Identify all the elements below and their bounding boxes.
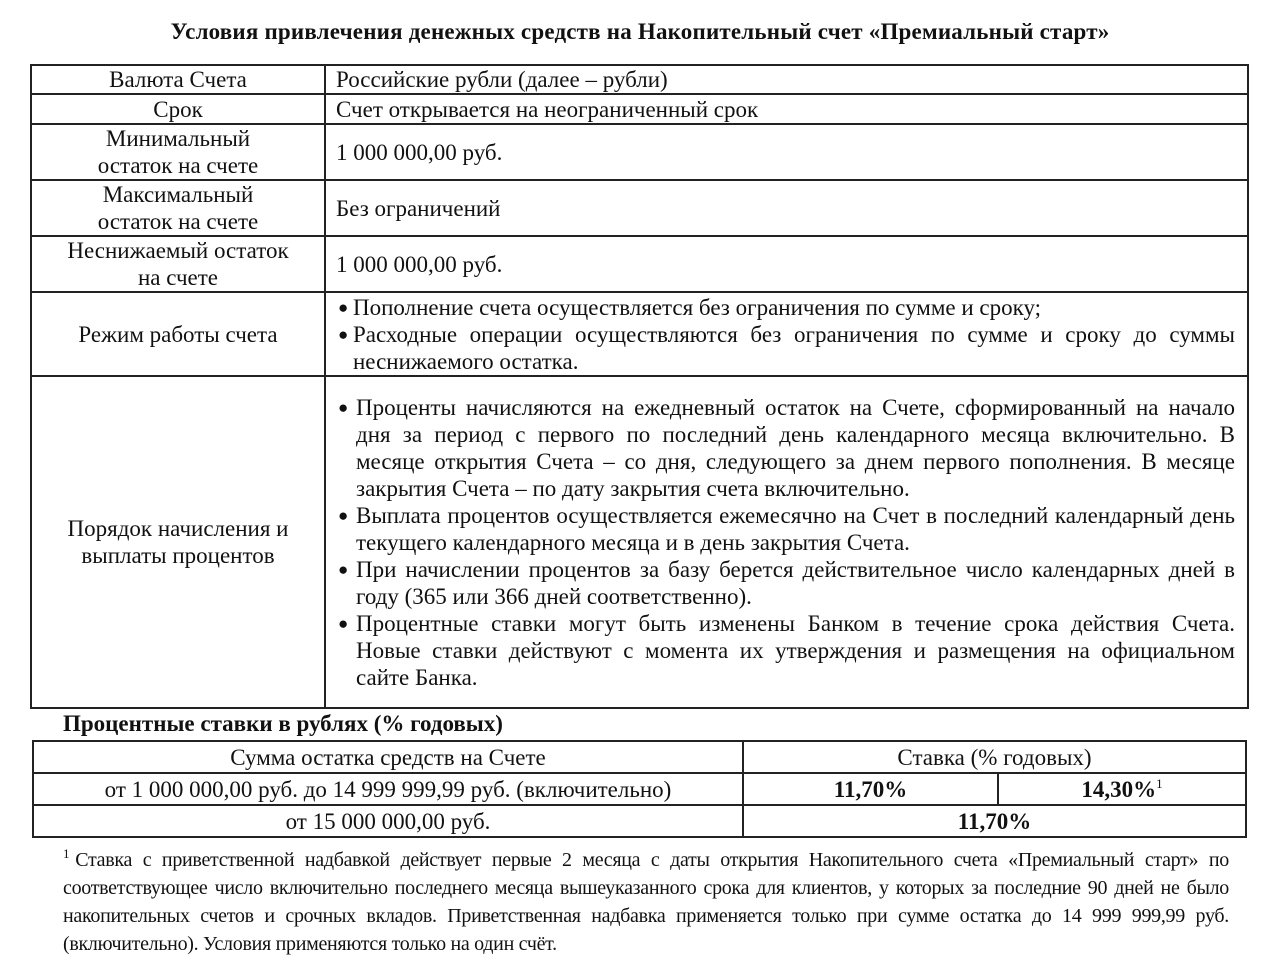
- rates-table: [32, 740, 1247, 838]
- rates-header-row: [33, 741, 1246, 773]
- list-item-text: При начислении процентов за базу берется действительное число календарных дней в году (365 или 366 дней соответственно).: [356, 556, 1235, 609]
- condition-value: Российские рубли (далее – рубли): [325, 65, 1248, 94]
- condition-label: [31, 124, 325, 180]
- footnote-mark: 1: [1156, 775, 1163, 791]
- rates-header-rate: Ставка (% годовых): [743, 741, 1246, 773]
- list-item-text: Процентные ставки могут быть изменены Банком в течение срока действия Счета. Новые ставки действуют с момента их утверждения и размещения на официальном сайте Банка.: [356, 610, 1235, 690]
- condition-label-line: выплаты процентов: [81, 543, 275, 568]
- list-item: [336, 394, 1235, 502]
- condition-value: [325, 376, 1248, 708]
- rates-sum-cell: от 1 000 000,00 руб. до 14 999 999,99 руб. (включительно): [33, 773, 743, 805]
- list-item: [336, 556, 1235, 610]
- condition-label-line: на счете: [137, 265, 219, 290]
- regime-list: [336, 294, 1235, 375]
- condition-label-line: Порядок начисления и: [67, 516, 289, 541]
- conditions-row-currency: [31, 65, 1248, 94]
- footnote: [63, 846, 1229, 958]
- list-item: [336, 610, 1235, 691]
- condition-label: Валюта Счета: [31, 65, 325, 94]
- bullet-icon: ●: [338, 559, 349, 579]
- condition-value: Без ограничений: [325, 180, 1248, 236]
- footnote-text: Ставка с приветственной надбавкой действует первые 2 месяца с даты открытия Накопительного счета «Премиальный старт» по соответствующее число включительно последнего месяца вышеуказанного срока для клиентов, у которых за последние 90 дней не было накопительных счетов и срочных вкладов. Приветственная надбавка применяется только при сумме остатка до 14 999 999,99 руб. (включительно). Условия применяются только на один счёт.: [63, 849, 1229, 955]
- footnote-mark: 1: [63, 846, 70, 861]
- condition-label: [31, 236, 325, 292]
- list-item: [336, 502, 1235, 556]
- condition-label: [31, 376, 325, 708]
- conditions-row-min-balance: [31, 124, 1248, 180]
- list-item: [336, 294, 1235, 321]
- condition-value: [325, 292, 1248, 376]
- list-item-text: Расходные операции осуществляются без ограничения по сумме и сроку до суммы неснижаемого остатка.: [353, 321, 1235, 374]
- condition-label: Режим работы счета: [31, 292, 325, 376]
- condition-label-line: остаток на счете: [97, 209, 259, 234]
- condition-label-line: Максимальный: [102, 182, 254, 207]
- list-item: [336, 321, 1235, 375]
- condition-label: [31, 180, 325, 236]
- condition-label-line: Неснижаемый остаток: [67, 238, 289, 263]
- document-title: Условия привлечения денежных средств на Накопительный счет «Премиальный старт»: [170, 19, 1110, 44]
- conditions-row-term: [31, 94, 1248, 124]
- condition-label-line: остаток на счете: [97, 153, 259, 178]
- bullet-icon: ●: [338, 324, 349, 344]
- rates-sum-cell: от 15 000 000,00 руб.: [33, 805, 743, 837]
- bullet-icon: ●: [338, 397, 349, 417]
- rates-heading: Процентные ставки в рублях (% годовых): [63, 711, 503, 736]
- list-item-text: Выплата процентов осуществляется ежемесячно на Счет в последний календарный день текущего календарного месяца и в день закрытия Счета.: [356, 502, 1235, 555]
- conditions-table: [30, 64, 1249, 709]
- conditions-row-regime: [31, 292, 1248, 376]
- rate-cell: 11,70%: [743, 805, 1246, 837]
- condition-value: Счет открывается на неограниченный срок: [325, 94, 1248, 124]
- rate-base-cell: 11,70%: [743, 773, 998, 805]
- condition-label: Срок: [31, 94, 325, 124]
- condition-value: 1 000 000,00 руб.: [325, 124, 1248, 180]
- rate-bonus-cell: [998, 773, 1246, 805]
- bullet-icon: ●: [338, 297, 349, 317]
- list-item-text: Проценты начисляются на ежедневный остаток на Счете, сформированный на начало дня за период с первого по последний день календарного месяца включительно. В месяце открытия Счета – со дня, следующего за днем первого пополнения. В месяце закрытия Счета – по дату закрытия счета включительно.: [356, 394, 1235, 501]
- interest-list: [336, 394, 1235, 691]
- bullet-icon: ●: [338, 505, 349, 525]
- conditions-row-interest: [31, 376, 1248, 708]
- rate-bonus-value: 14,30%: [1081, 776, 1157, 802]
- conditions-row-irreducible-balance: [31, 236, 1248, 292]
- rates-header-sum: Сумма остатка средств на Счете: [33, 741, 743, 773]
- conditions-row-max-balance: [31, 180, 1248, 236]
- condition-label-line: Минимальный: [105, 126, 251, 151]
- rates-row: [33, 805, 1246, 837]
- condition-value: 1 000 000,00 руб.: [325, 236, 1248, 292]
- bullet-icon: ●: [338, 613, 349, 633]
- list-item-text: Пополнение счета осуществляется без ограничения по сумме и сроку;: [353, 294, 1042, 320]
- rates-row: [33, 773, 1246, 805]
